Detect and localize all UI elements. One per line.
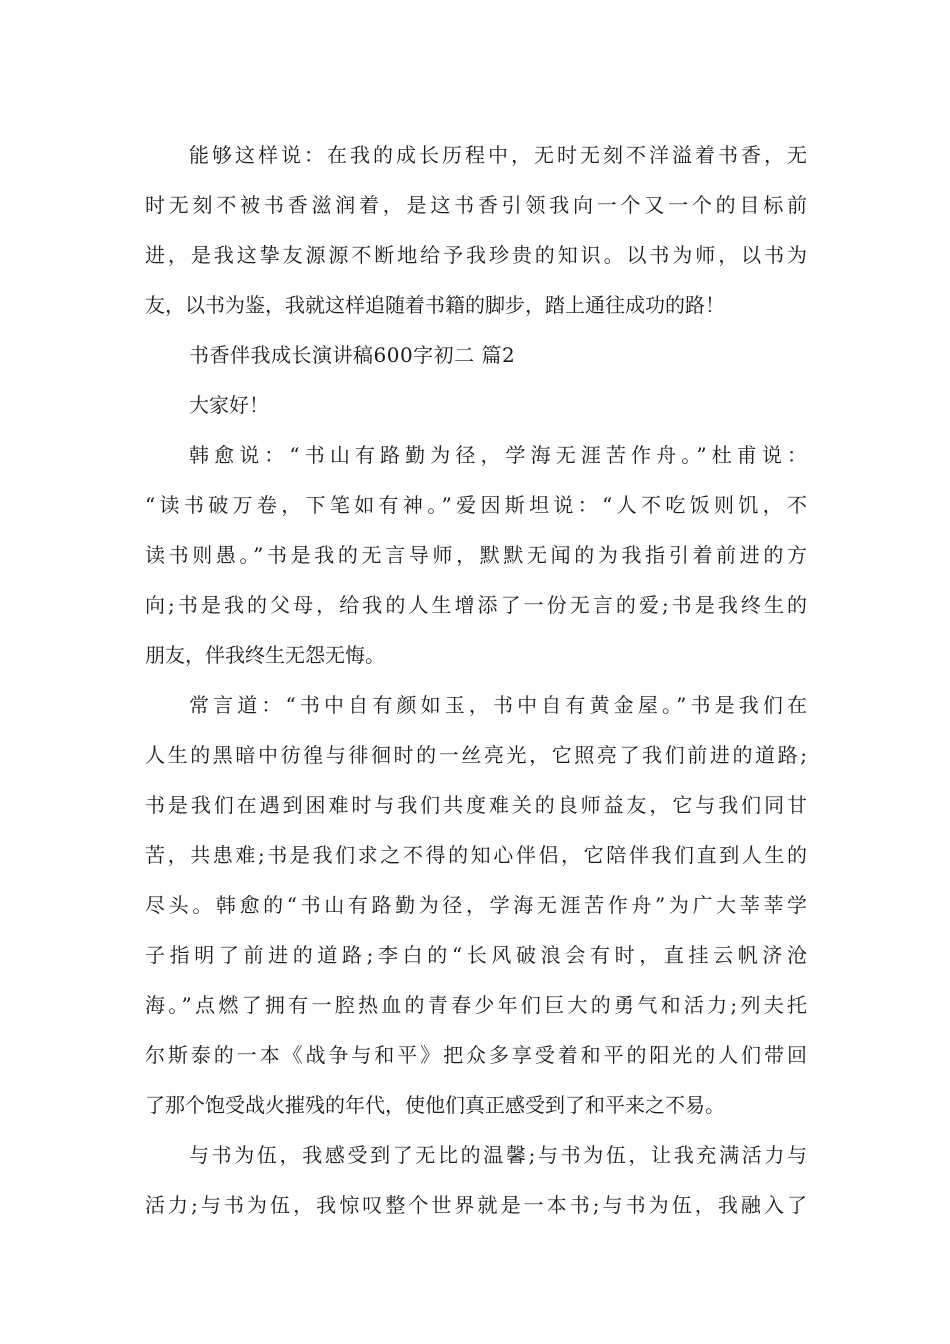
text-line: 活力;与书为伍，我惊叹整个世界就是一本书;与书为伍，我融入了 [145, 1193, 807, 1217]
text-line: 能够这样说：在我的成长历程中，无时无刻不洋溢着书香，无 [189, 143, 807, 167]
text-line: 人生的黑暗中彷徨与徘徊时的一丝亮光，它照亮了我们前进的道路; [145, 743, 807, 767]
text-line: “读书破万卷，下笔如有神。”爱因斯坦说：“人不吃饭则饥，不 [145, 493, 807, 517]
text-line: 苦，共患难;书是我们求之不得的知心伴侣，它陪伴我们直到人生的 [145, 843, 807, 867]
text-line: 书是我们在遇到困难时与我们共度难关的良师益友，它与我们同甘 [145, 793, 807, 817]
document-body [145, 130, 807, 1230]
text-line: 读书则愚。”书是我的无言导师，默默无闻的为我指引着前进的方 [145, 543, 807, 567]
greeting-line: 大家好！ [189, 393, 269, 417]
text-line: 子指明了前进的道路;李白的“长风破浪会有时，直挂云帆济沧 [145, 943, 807, 967]
text-line: 了那个饱受战火摧残的年代，使他们真正感受到了和平来之不易。 [145, 1093, 725, 1117]
text-line: 韩愈说：“书山有路勤为径，学海无涯苦作舟。”杜甫说： [189, 443, 807, 467]
text-line: 尽头。韩愈的“书山有路勤为径，学海无涯苦作舟”为广大莘莘学 [145, 893, 807, 917]
text-line: 与书为伍，我感受到了无比的温馨;与书为伍，让我充满活力与 [189, 1143, 807, 1167]
text-line: 时无刻不被书香滋润着，是这书香引领我向一个又一个的目标前 [145, 193, 807, 217]
text-line: 进，是我这挚友源源不断地给予我珍贵的知识。以书为师，以书为 [145, 243, 807, 267]
text-line: 友，以书为鉴，我就这样追随着书籍的脚步，踏上通往成功的路！ [145, 293, 725, 317]
text-line: 海。”点燃了拥有一腔热血的青春少年们巨大的勇气和活力;列夫托 [145, 993, 807, 1017]
text-line: 常言道：“书中自有颜如玉，书中自有黄金屋。”书是我们在 [189, 693, 807, 717]
section-heading: 书香伴我成长演讲稿600字初二 篇2 [189, 343, 516, 367]
text-line: 向;书是我的父母，给我的人生增添了一份无言的爱;书是我终生的 [145, 593, 807, 617]
text-line: 尔斯泰的一本《战争与和平》把众多享受着和平的阳光的人们带回 [145, 1043, 807, 1067]
text-line: 朋友，伴我终生无怨无悔。 [145, 643, 385, 667]
